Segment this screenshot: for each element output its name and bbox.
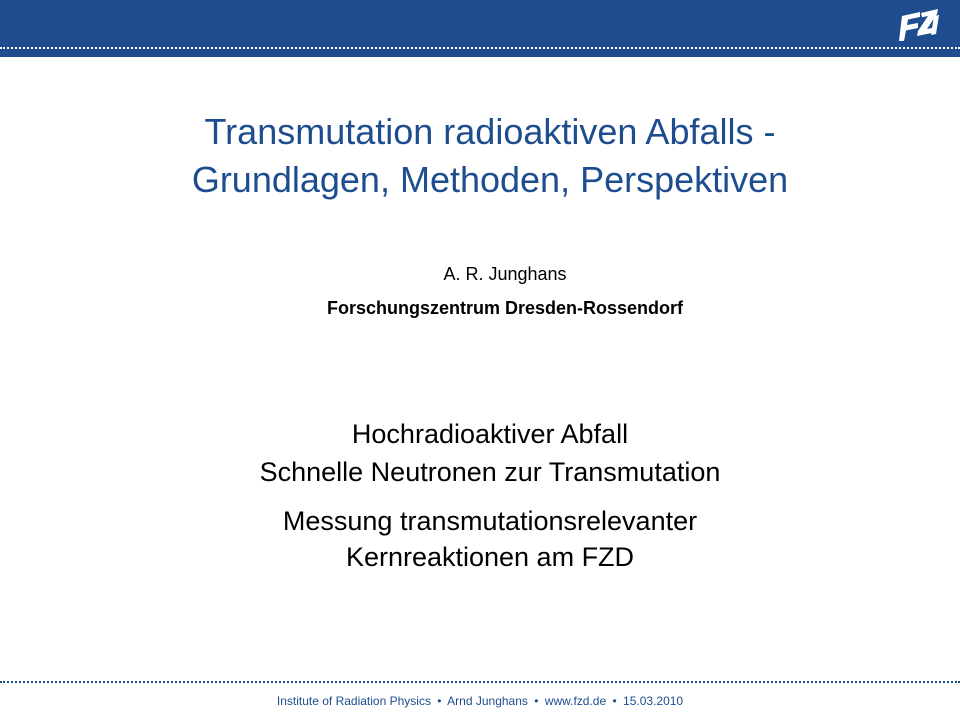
header-dotted-line: [0, 47, 960, 49]
topic-item: Kernreaktionen am FZD: [345, 542, 635, 572]
footer-date: 15.03.2010: [623, 694, 684, 708]
slide-title: [80, 108, 900, 204]
footer: [0, 693, 960, 709]
topic-item: Messung transmutationsrelevanter: [282, 506, 698, 536]
footer-institute: Institute of Radiation Physics: [276, 694, 431, 708]
institution-name: Forschungszentrum Dresden-Rossendorf: [326, 298, 684, 318]
footer-website: www.fzd.de: [544, 694, 607, 708]
footer-person: Arnd Junghans: [447, 694, 528, 708]
footer-separator: •: [437, 694, 442, 708]
title-line-2: Grundlagen, Methoden, Perspektiven: [191, 159, 789, 200]
topic-item: Schnelle Neutronen zur Transmutation: [259, 457, 721, 487]
fzd-logo-icon: [898, 8, 940, 44]
footer-separator: •: [534, 694, 539, 708]
author-name: A. R. Junghans: [443, 264, 567, 284]
title-line-1: Transmutation radioaktiven Abfalls -: [204, 111, 776, 152]
footer-dotted-line: [0, 681, 960, 683]
topic-item: Hochradioaktiver Abfall: [351, 419, 629, 449]
footer-separator: •: [612, 694, 617, 708]
